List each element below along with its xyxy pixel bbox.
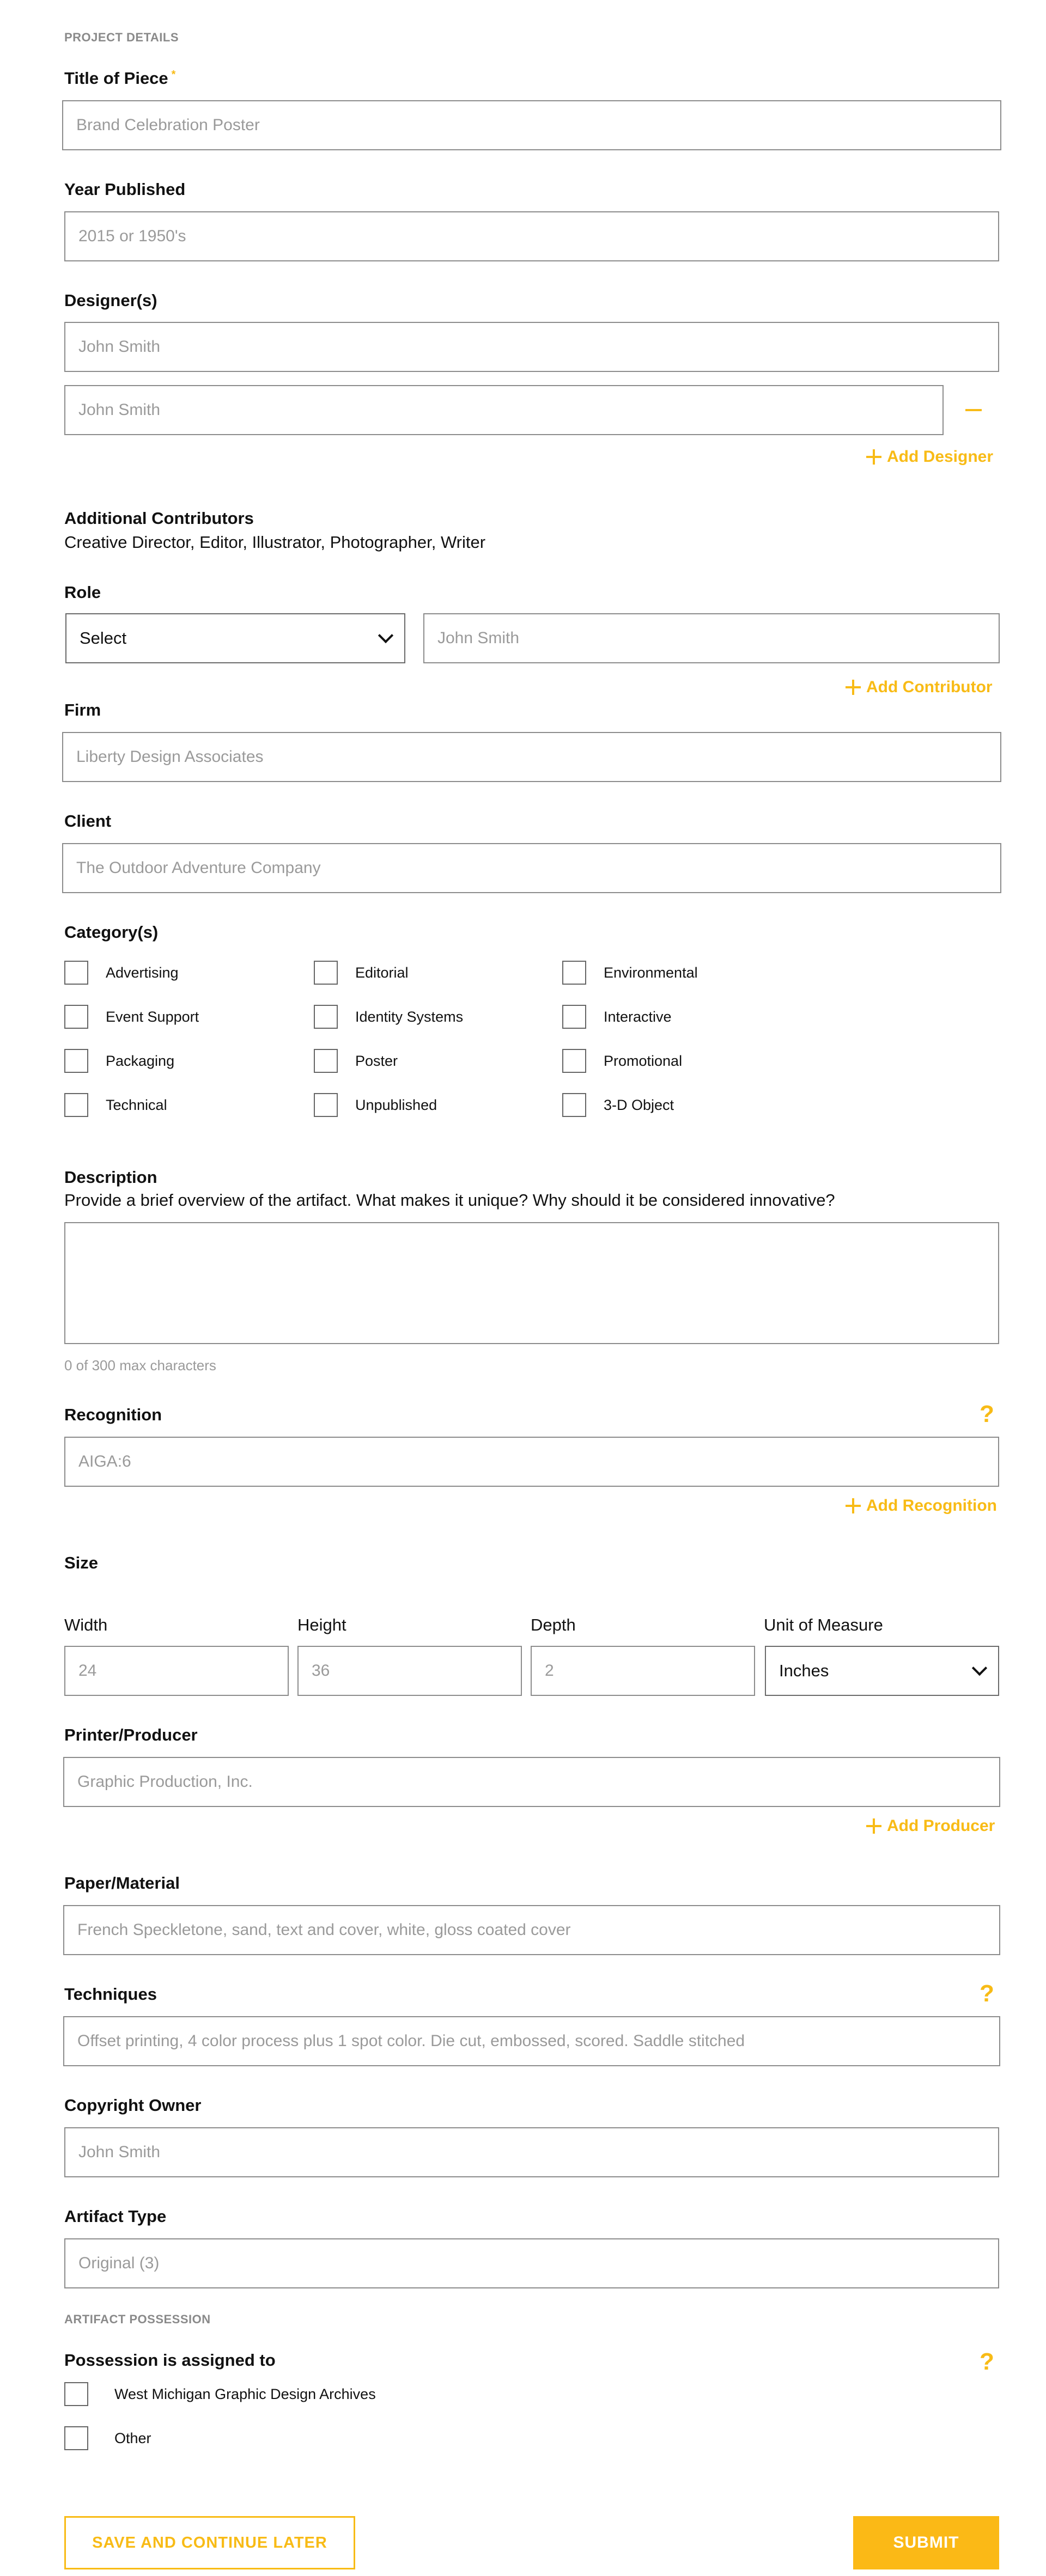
possession-option-wmgda[interactable] [64, 2382, 376, 2406]
checkbox[interactable] [562, 1049, 586, 1073]
printer-label: Printer/Producer [64, 1725, 198, 1744]
add-recognition-button[interactable] [846, 1497, 997, 1515]
printer-input[interactable] [63, 1757, 1000, 1807]
width-input[interactable] [64, 1646, 289, 1696]
checkbox-label: Poster [355, 1052, 398, 1069]
checkbox[interactable] [314, 1093, 338, 1117]
designers-label: Designer(s) [64, 291, 157, 310]
checkbox[interactable] [64, 2382, 88, 2406]
section-label-artifact-possession: ARTIFACT POSSESSION [64, 2312, 211, 2326]
year-label: Year Published [64, 180, 186, 199]
client-label: Client [64, 811, 112, 831]
add-contributor-button[interactable] [846, 678, 993, 697]
help-icon-techniques[interactable]: ? [980, 1980, 994, 2007]
category-technical[interactable] [64, 1093, 167, 1117]
checkbox-label: Unpublished [355, 1096, 437, 1113]
copyright-label: Copyright Owner [64, 2096, 202, 2115]
checkbox[interactable] [64, 1093, 88, 1117]
artifact-type-input[interactable] [64, 2238, 999, 2288]
category-identity-systems[interactable] [314, 1005, 463, 1029]
unit-label: Unit of Measure [764, 1615, 883, 1634]
help-icon-recognition[interactable]: ? [980, 1401, 994, 1427]
section-label-project-details: PROJECT DETAILS [64, 30, 179, 44]
checkbox[interactable] [64, 961, 88, 985]
checkbox[interactable] [64, 2426, 88, 2450]
designer-input-2[interactable] [64, 385, 944, 435]
recognition-input[interactable] [64, 1437, 999, 1487]
contributors-helper: Creative Director, Editor, Illustrator, Photographer, Writer [64, 533, 486, 552]
category-packaging[interactable] [64, 1049, 174, 1073]
save-continue-later-button[interactable]: SAVE AND CONTINUE LATER [64, 2516, 355, 2569]
role-label: Role [64, 583, 101, 602]
category-editorial[interactable] [314, 961, 409, 985]
plus-icon [866, 1818, 881, 1834]
designer-input-1[interactable] [64, 322, 999, 372]
description-counter: 0 of 300 max characters [64, 1357, 216, 1374]
add-producer-button[interactable] [866, 1817, 995, 1835]
required-mark: * [171, 69, 176, 81]
category-environmental[interactable] [562, 961, 698, 985]
client-input[interactable] [62, 843, 1001, 893]
recognition-label: Recognition [64, 1405, 162, 1424]
category-advertising[interactable] [64, 961, 179, 985]
checkbox[interactable] [314, 1005, 338, 1029]
description-textarea[interactable] [64, 1222, 999, 1344]
remove-designer-icon[interactable] [965, 409, 982, 411]
checkbox-label: West Michigan Graphic Design Archives [114, 2385, 376, 2402]
height-label: Height [297, 1615, 346, 1634]
checkbox[interactable] [562, 961, 586, 985]
category-event-support[interactable] [64, 1005, 199, 1029]
possession-option-other[interactable] [64, 2426, 151, 2450]
checkbox-label: Packaging [106, 1052, 175, 1069]
depth-input[interactable] [531, 1646, 755, 1696]
checkbox[interactable] [562, 1005, 586, 1029]
checkbox-label: Identity Systems [355, 1008, 464, 1025]
add-recognition-label: Add Recognition [866, 1497, 997, 1515]
title-input[interactable] [62, 100, 1001, 150]
category-3d-object[interactable] [562, 1093, 674, 1117]
checkbox-label: 3-D Object [604, 1096, 674, 1113]
description-label: Description [64, 1168, 157, 1187]
checkbox[interactable] [64, 1049, 88, 1073]
checkbox[interactable] [562, 1093, 586, 1117]
checkbox[interactable] [64, 1005, 88, 1029]
checkbox-label: Environmental [604, 964, 698, 981]
title-label-text: Title of Piece [64, 69, 168, 88]
year-input[interactable] [64, 211, 999, 261]
category-promotional[interactable] [562, 1049, 682, 1073]
width-label: Width [64, 1615, 108, 1634]
size-label: Size [64, 1553, 99, 1572]
chevron-down-icon [378, 628, 393, 643]
help-icon-possession[interactable]: ? [980, 2348, 994, 2375]
checkbox-label: Interactive [604, 1008, 672, 1025]
category-unpublished[interactable] [314, 1093, 437, 1117]
categories-label: Category(s) [64, 923, 159, 942]
submit-button[interactable]: SUBMIT [853, 2516, 999, 2569]
contributors-label: Additional Contributors [64, 509, 254, 528]
paper-label: Paper/Material [64, 1873, 180, 1893]
unit-select[interactable] [765, 1646, 999, 1696]
checkbox-label: Technical [106, 1096, 167, 1113]
chevron-down-icon [972, 1661, 987, 1676]
unit-select-value: Inches [779, 1661, 829, 1680]
checkbox-label: Editorial [355, 964, 409, 981]
title-label [64, 69, 175, 88]
checkbox[interactable] [314, 961, 338, 985]
possession-label: Possession is assigned to [64, 2351, 276, 2370]
contributor-name-input[interactable] [423, 613, 1000, 663]
plus-icon [846, 1498, 861, 1513]
add-contributor-label: Add Contributor [866, 678, 993, 696]
checkbox-label: Advertising [106, 964, 179, 981]
firm-input[interactable] [62, 732, 1001, 782]
depth-label: Depth [531, 1615, 576, 1634]
add-designer-button[interactable] [866, 448, 993, 466]
paper-input[interactable] [63, 1905, 1000, 1955]
category-poster[interactable] [314, 1049, 398, 1073]
description-helper: Provide a brief overview of the artifact. What makes it unique? Why should it be considered innovative? [64, 1191, 835, 1210]
copyright-input[interactable] [64, 2127, 999, 2177]
techniques-input[interactable] [63, 2016, 1000, 2066]
checkbox[interactable] [314, 1049, 338, 1073]
checkbox-label: Other [114, 2430, 151, 2446]
add-producer-label: Add Producer [887, 1817, 995, 1835]
checkbox-label: Promotional [604, 1052, 683, 1069]
techniques-label: Techniques [64, 1985, 157, 2004]
height-input[interactable] [297, 1646, 522, 1696]
role-select[interactable] [65, 613, 405, 663]
plus-icon [846, 680, 861, 695]
checkbox-label: Event Support [106, 1008, 199, 1025]
plus-icon [866, 449, 881, 465]
add-designer-label: Add Designer [887, 448, 994, 466]
category-interactive[interactable] [562, 1005, 672, 1029]
role-select-value: Select [80, 628, 127, 648]
artifact-type-label: Artifact Type [64, 2207, 167, 2226]
firm-label: Firm [64, 700, 101, 719]
